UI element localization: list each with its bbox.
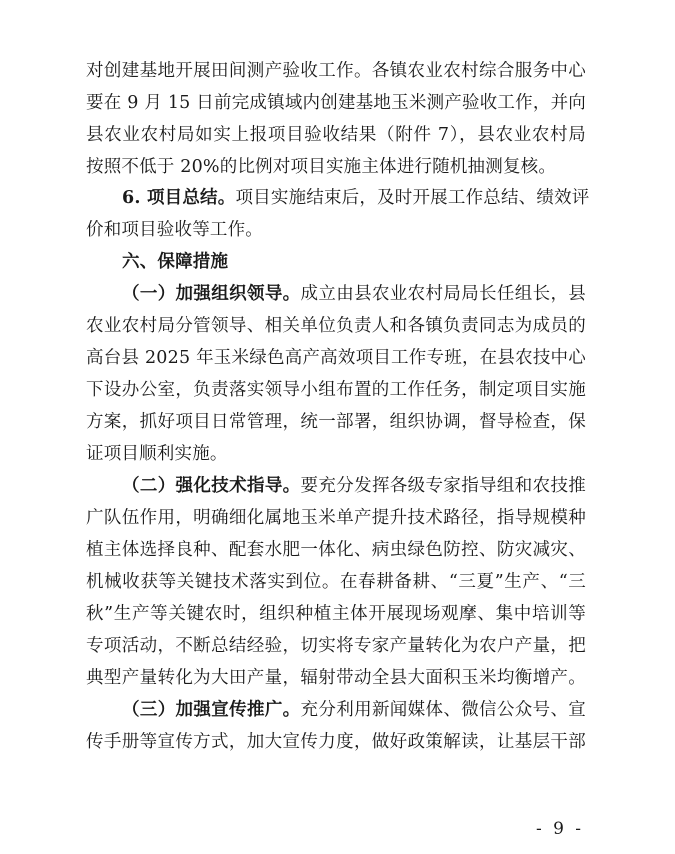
section-1-title: （一）加强组织领导。 [122, 284, 301, 304]
paragraph-line: 对创建基地开展田间测产验收工作。各镇农业农村综合服务中心 [86, 61, 586, 81]
paragraph-line: 高台县 2025 年玉米绿色高产高效项目工作专班，在县农技中心 [86, 348, 586, 368]
paragraph-line: 农业农村局分管领导、相关单位负责人和各镇负责同志为成员的 [86, 316, 586, 336]
section-1-first-line [122, 279, 586, 309]
paragraph-line: 专项活动，不断总结经验，切实将专家产量转化为农户产量，把 [86, 636, 586, 656]
section-2-text: 要充分发挥各级专家指导组和农技推 [300, 476, 587, 496]
paragraph-line: 植主体选择良种、配套水肥一体化、病虫绿色防控、防灾减灾、 [86, 540, 586, 560]
paragraph-line: 县农业农村局如实上报项目验收结果（附件 7），县农业农村局 [86, 125, 586, 145]
section-3-first-line [122, 695, 586, 725]
paragraph-line: 按照不低于 20%的比例对项目实施主体进行随机抽测复核。 [86, 157, 557, 177]
section-3-text: 充分利用新闻媒体、微信公众号、宣 [300, 700, 587, 720]
paragraph-line: 机械收获等关键技术落实到位。在春耕备耕、“三夏”生产、“三 [86, 572, 586, 592]
paragraph-line: 秋”生产等关键农时，组织种植主体开展现场观摩、集中培训等 [86, 604, 586, 624]
paragraph-line: 方案，抓好项目日常管理，统一部署，组织协调，督导检查，保 [86, 412, 586, 432]
paragraph-line: 下设办公室，负责落实领导小组布置的工作任务，制定项目实施 [86, 380, 586, 400]
section-2-title: （二）强化技术指导。 [122, 476, 301, 496]
section-2-first-line [122, 471, 586, 501]
section-1-text: 成立由县农业农村局局长任组长，县 [300, 284, 587, 304]
paragraph-line: 要在 9 月 15 日前完成镇域内创建基地玉米测产验收工作，并向 [86, 93, 586, 113]
page-number: - 9 - [535, 819, 585, 839]
item-6-line [122, 183, 590, 213]
paragraph-line: 广队伍作用，明确细化属地玉米单产提升技术路径，指导规模种 [86, 508, 586, 528]
paragraph-line: 证项目顺利实施。 [86, 444, 228, 464]
section-heading: 六、保障措施 [122, 252, 229, 272]
paragraph-line: 价和项目验收等工作。 [86, 220, 263, 240]
item-6-text: 项目实施结束后，及时开展工作总结、绩效评 [235, 188, 590, 208]
paragraph-line: 传手册等宣传方式，加大宣传力度，做好政策解读，让基层干部 [86, 732, 586, 752]
section-3-title: （三）加强宣传推广。 [122, 700, 301, 720]
paragraph-line: 典型产量转化为大田产量，辐射带动全县大面积玉米均衡增产。 [86, 668, 586, 688]
item-6-title: 6. 项目总结。 [122, 188, 236, 208]
